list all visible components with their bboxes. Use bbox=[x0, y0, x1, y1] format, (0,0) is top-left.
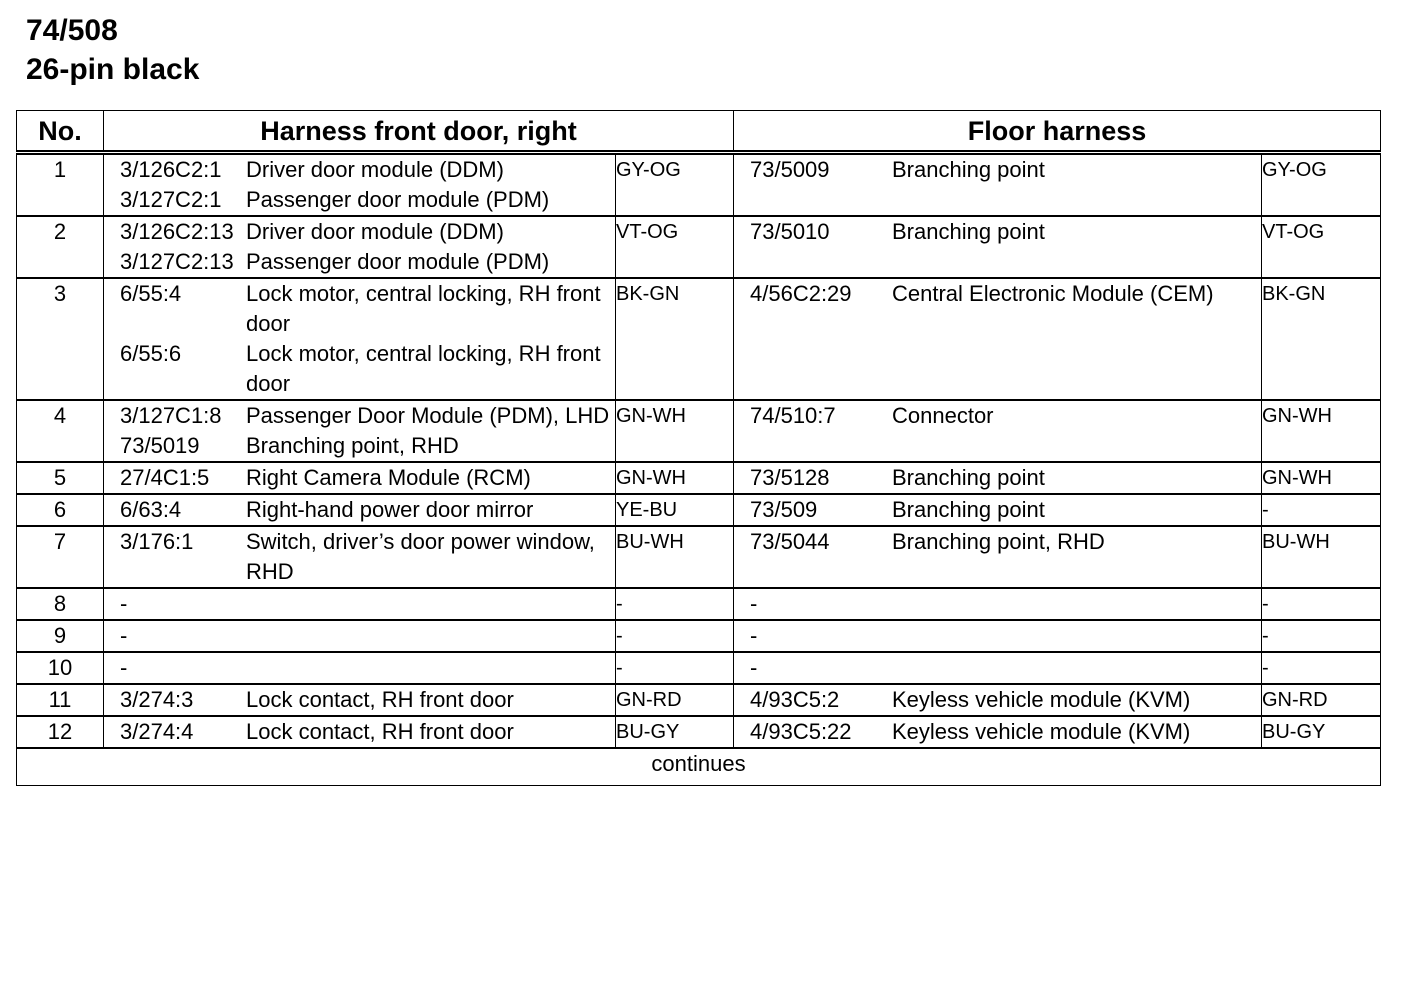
wire-color: GN-WH bbox=[1262, 462, 1381, 494]
component-code: - bbox=[120, 591, 128, 616]
left-harness-cell bbox=[104, 400, 616, 462]
component-code: 3/274:3 bbox=[120, 687, 194, 712]
component-code: 73/5044 bbox=[750, 529, 830, 554]
right-harness-cell bbox=[734, 400, 1262, 462]
wire-color: - bbox=[1262, 494, 1381, 526]
pin-number: 2 bbox=[17, 216, 104, 278]
table-row bbox=[17, 216, 1381, 278]
table-row bbox=[17, 588, 1381, 620]
component-description: Right Camera Module (RCM) bbox=[246, 465, 531, 490]
component-description: Driver door module (DDM) bbox=[246, 157, 504, 182]
table-row bbox=[17, 620, 1381, 652]
component-code: 73/5009 bbox=[750, 157, 830, 182]
pin-number: 3 bbox=[17, 278, 104, 400]
component-code: 27/4C1:5 bbox=[120, 465, 210, 490]
component-code: 73/5019 bbox=[120, 433, 200, 458]
wire-color: BK-GN bbox=[616, 278, 734, 400]
left-harness-cell bbox=[104, 462, 616, 494]
component-description: Keyless vehicle module (KVM) bbox=[892, 687, 1191, 712]
left-harness-cell bbox=[104, 620, 616, 652]
harness-entry bbox=[104, 589, 615, 619]
left-harness-cell bbox=[104, 216, 616, 278]
wire-color: GY-OG bbox=[1262, 153, 1381, 217]
pin-number: 7 bbox=[17, 526, 104, 588]
pin-number: 12 bbox=[17, 716, 104, 748]
component-code: - bbox=[750, 623, 758, 648]
table-row bbox=[17, 652, 1381, 684]
component-code: 73/509 bbox=[750, 497, 818, 522]
right-harness-cell bbox=[734, 153, 1262, 217]
harness-entry bbox=[104, 685, 615, 715]
component-code: 4/93C5:22 bbox=[750, 719, 852, 744]
pin-number: 1 bbox=[17, 153, 104, 217]
wire-color: - bbox=[616, 652, 734, 684]
harness-entry bbox=[104, 527, 615, 587]
harness-entry bbox=[104, 621, 615, 651]
component-code: 4/93C5:2 bbox=[750, 687, 840, 712]
harness-entry bbox=[104, 279, 615, 339]
wire-color: VT-OG bbox=[616, 216, 734, 278]
component-code: 73/5128 bbox=[750, 465, 830, 490]
right-harness-cell bbox=[734, 588, 1262, 620]
harness-entry bbox=[734, 495, 1261, 525]
component-code: - bbox=[120, 655, 128, 680]
harness-entry bbox=[734, 621, 1261, 651]
left-harness-cell bbox=[104, 526, 616, 588]
component-description bbox=[892, 653, 1261, 683]
table-header-row bbox=[17, 111, 1381, 153]
component-description: Branching point bbox=[892, 497, 1045, 522]
component-description: Branching point bbox=[892, 465, 1045, 490]
right-harness-cell bbox=[734, 620, 1262, 652]
harness-entry bbox=[734, 401, 1261, 431]
pin-number: 11 bbox=[17, 684, 104, 716]
harness-entry bbox=[734, 279, 1261, 309]
wire-color: GN-WH bbox=[1262, 400, 1381, 462]
table-row bbox=[17, 278, 1381, 400]
component-description: Branching point bbox=[892, 219, 1045, 244]
component-description: Passenger Door Module (PDM), LHD bbox=[246, 403, 610, 428]
table-row bbox=[17, 526, 1381, 588]
header-no: No. bbox=[17, 111, 104, 153]
harness-entry bbox=[734, 463, 1261, 493]
wire-color: - bbox=[1262, 588, 1381, 620]
right-harness-cell bbox=[734, 462, 1262, 494]
component-code: 6/63:4 bbox=[120, 497, 182, 522]
harness-entry bbox=[104, 247, 615, 277]
component-code: 74/510:7 bbox=[750, 403, 836, 428]
component-code: 3/127C2:1 bbox=[120, 187, 222, 212]
left-harness-cell bbox=[104, 684, 616, 716]
harness-entry bbox=[104, 431, 615, 461]
wire-color: GN-WH bbox=[616, 462, 734, 494]
wire-color: BU-WH bbox=[1262, 526, 1381, 588]
right-harness-cell bbox=[734, 216, 1262, 278]
harness-entry bbox=[104, 217, 615, 247]
component-description bbox=[892, 621, 1261, 651]
component-description: Lock contact, RH front door bbox=[246, 687, 514, 712]
component-code: 6/55:4 bbox=[120, 281, 182, 306]
connector-description-title: 26-pin black bbox=[26, 53, 200, 86]
left-harness-cell bbox=[104, 494, 616, 526]
component-code: - bbox=[750, 591, 758, 616]
wire-color: VT-OG bbox=[1262, 216, 1381, 278]
harness-entry bbox=[734, 589, 1261, 619]
component-description: Branching point, RHD bbox=[892, 529, 1105, 554]
right-harness-cell bbox=[734, 278, 1262, 400]
wire-color: - bbox=[616, 588, 734, 620]
wire-color: GN-WH bbox=[616, 400, 734, 462]
left-harness-cell bbox=[104, 716, 616, 748]
harness-entry bbox=[104, 401, 615, 431]
harness-entry bbox=[104, 717, 615, 747]
component-description: Switch, driver’s door power window, RHD bbox=[246, 529, 595, 584]
wire-color: BU-GY bbox=[616, 716, 734, 748]
component-description: Passenger door module (PDM) bbox=[246, 249, 550, 274]
right-harness-cell bbox=[734, 716, 1262, 748]
component-code: 3/127C2:13 bbox=[120, 249, 234, 274]
wire-color: BU-WH bbox=[616, 526, 734, 588]
harness-entry bbox=[104, 463, 615, 493]
component-description: Passenger door module (PDM) bbox=[246, 187, 550, 212]
table-row bbox=[17, 153, 1381, 217]
component-description: Right-hand power door mirror bbox=[246, 497, 534, 522]
table-row bbox=[17, 494, 1381, 526]
left-harness-cell bbox=[104, 588, 616, 620]
left-harness-cell bbox=[104, 153, 616, 217]
component-code: 3/126C2:1 bbox=[120, 157, 222, 182]
component-description: Branching point, RHD bbox=[246, 433, 459, 458]
component-code: 3/126C2:13 bbox=[120, 219, 234, 244]
harness-entry bbox=[104, 185, 615, 215]
component-description: Keyless vehicle module (KVM) bbox=[892, 719, 1191, 744]
harness-entry bbox=[104, 155, 615, 185]
right-harness-cell bbox=[734, 652, 1262, 684]
component-description: Lock motor, central locking, RH front door bbox=[246, 341, 601, 396]
component-code: 3/274:4 bbox=[120, 719, 194, 744]
component-description: Lock motor, central locking, RH front door bbox=[246, 281, 601, 336]
component-description bbox=[892, 589, 1261, 619]
left-harness-cell bbox=[104, 278, 616, 400]
pin-number: 10 bbox=[17, 652, 104, 684]
harness-entry bbox=[734, 717, 1261, 747]
right-harness-cell bbox=[734, 684, 1262, 716]
pin-number: 4 bbox=[17, 400, 104, 462]
component-description: Central Electronic Module (CEM) bbox=[892, 281, 1214, 306]
table-footer-continues: continues bbox=[17, 748, 1381, 786]
component-code: 4/56C2:29 bbox=[750, 281, 852, 306]
wire-color: - bbox=[1262, 620, 1381, 652]
table-row bbox=[17, 684, 1381, 716]
header-harness-front-door: Harness front door, right bbox=[104, 111, 734, 153]
wire-color: GN-RD bbox=[1262, 684, 1381, 716]
wire-color: BK-GN bbox=[1262, 278, 1381, 400]
wire-color: GN-RD bbox=[616, 684, 734, 716]
component-description: Lock contact, RH front door bbox=[246, 719, 514, 744]
wire-color: YE-BU bbox=[616, 494, 734, 526]
table-row bbox=[17, 400, 1381, 462]
component-code: - bbox=[750, 655, 758, 680]
component-code: 6/55:6 bbox=[120, 341, 182, 366]
wire-color: - bbox=[1262, 652, 1381, 684]
right-harness-cell bbox=[734, 494, 1262, 526]
table-body bbox=[17, 153, 1381, 749]
table-row bbox=[17, 716, 1381, 748]
harness-entry bbox=[104, 653, 615, 683]
component-description: Connector bbox=[892, 403, 994, 428]
harness-entry bbox=[734, 217, 1261, 247]
component-description bbox=[246, 589, 615, 619]
component-description bbox=[246, 621, 615, 651]
pinout-table bbox=[16, 110, 1381, 786]
harness-entry bbox=[734, 155, 1261, 185]
component-code: - bbox=[120, 623, 128, 648]
table-row bbox=[17, 462, 1381, 494]
header-floor-harness: Floor harness bbox=[734, 111, 1381, 153]
component-code: 3/176:1 bbox=[120, 529, 194, 554]
component-description: Driver door module (DDM) bbox=[246, 219, 504, 244]
connector-id-title: 74/508 bbox=[26, 14, 118, 47]
wire-color: - bbox=[616, 620, 734, 652]
harness-entry bbox=[734, 527, 1261, 557]
component-description bbox=[246, 653, 615, 683]
component-description: Branching point bbox=[892, 157, 1045, 182]
left-harness-cell bbox=[104, 652, 616, 684]
pin-number: 9 bbox=[17, 620, 104, 652]
pin-number: 6 bbox=[17, 494, 104, 526]
harness-entry bbox=[734, 653, 1261, 683]
component-code: 3/127C1:8 bbox=[120, 403, 222, 428]
wire-color: BU-GY bbox=[1262, 716, 1381, 748]
pin-number: 8 bbox=[17, 588, 104, 620]
harness-entry bbox=[734, 685, 1261, 715]
harness-entry bbox=[104, 495, 615, 525]
harness-entry bbox=[104, 339, 615, 399]
wire-color: GY-OG bbox=[616, 153, 734, 217]
pin-number: 5 bbox=[17, 462, 104, 494]
component-code: 73/5010 bbox=[750, 219, 830, 244]
right-harness-cell bbox=[734, 526, 1262, 588]
